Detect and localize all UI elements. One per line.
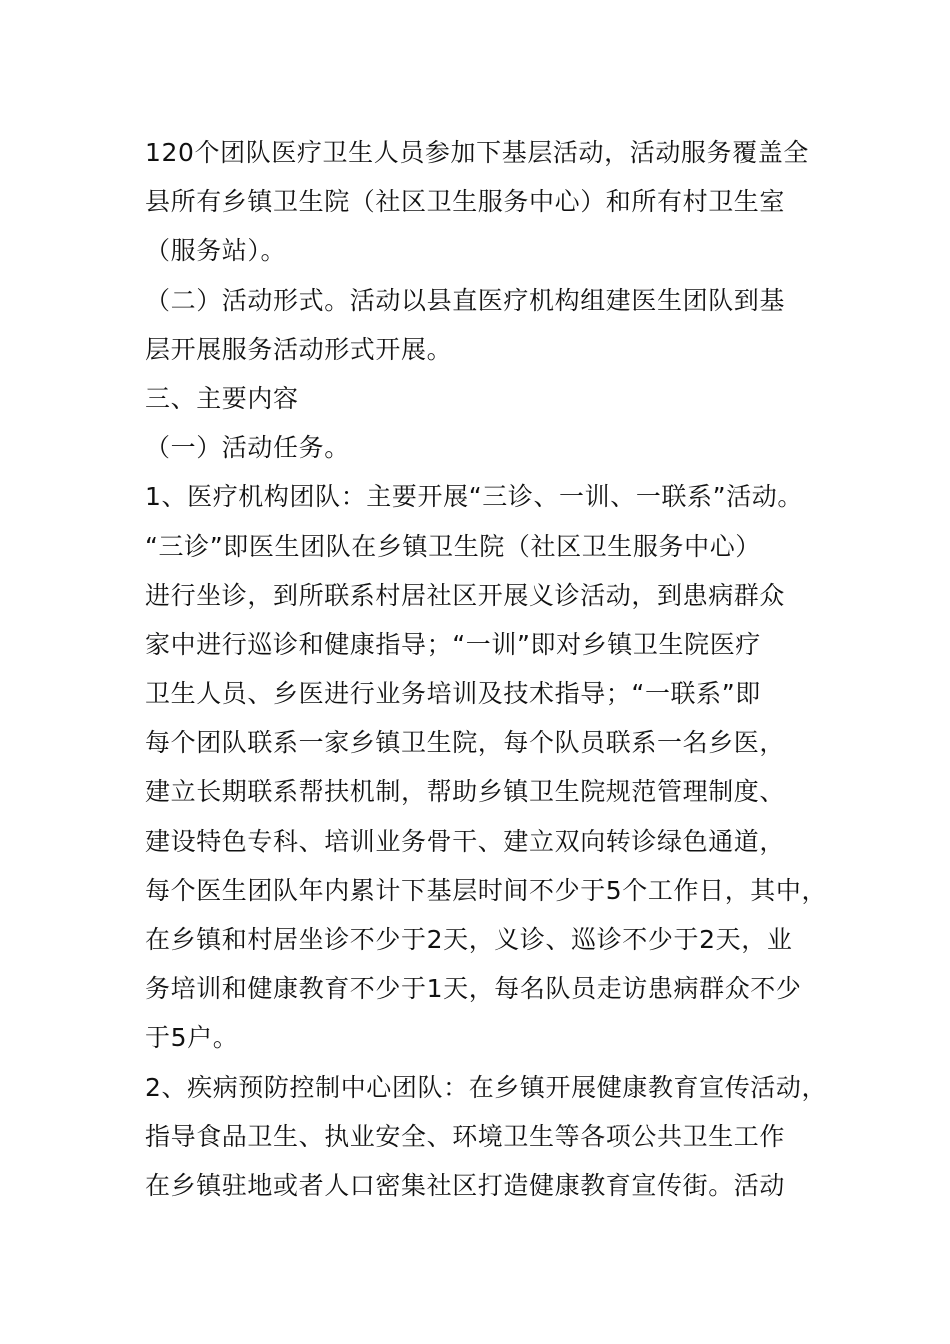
text-line: 每个团队联系一家乡镇卫生院，每个队员联系一名乡医， [145,728,786,758]
section-heading-activity-tasks: （一）活动任务。 [145,433,350,463]
section-heading-main-content: 三、主要内容 [145,383,299,413]
text-line: 层开展服务活动形式开展。 [145,334,453,364]
text-line: 于5户。 [145,1023,239,1053]
text-line: 县所有乡镇卫生院（社区卫生服务中心）和所有村卫生室 [145,187,786,217]
text-line: 120个团队医疗卫生人员参加下基层活动，活动服务覆盖全 [145,138,809,167]
text-line: 建立长期联系帮扶机制，帮助乡镇卫生院规范管理制度、 [145,777,786,807]
section-heading-activity-form: （二）活动形式。活动以县直医疗机构组建医生团队到基 [145,285,786,315]
text-line: 卫生人员、乡医进行业务培训及技术指导；“一联系”即 [145,679,761,709]
list-item-medical-team: 1、医疗机构团队：主要开展“三诊、一训、一联系”活动。 [145,482,804,512]
text-line: “三诊”即医生团队在乡镇卫生院（社区卫生服务中心） [145,531,761,561]
text-line: 务培训和健康教育不少于1天，每名队员走访患病群众不少 [145,974,802,1004]
text-line: 建设特色专科、培训业务骨干、建立双向转诊绿色通道， [145,826,786,856]
text-line: 进行坐诊，到所联系村居社区开展义诊活动，到患病群众 [145,580,786,610]
text-line: 指导食品卫生、执业安全、环境卫生等各项公共卫生工作 [145,1121,786,1151]
document-body [145,128,828,1210]
text-line: 家中进行巡诊和健康指导；“一训”即对乡镇卫生院医疗 [145,629,761,659]
text-line: 在乡镇和村居坐诊不少于2天，义诊、巡诊不少于2天，业 [145,925,793,954]
text-line: （服务站）。 [145,236,287,266]
text-line: 在乡镇驻地或者人口密集社区打造健康教育宣传街。活动 [145,1170,786,1200]
text-line: 每个医生团队年内累计下基层时间不少于5个工作日，其中， [145,875,828,905]
list-item-cdc-team: 2、疾病预防控制中心团队：在乡镇开展健康教育宣传活动， [145,1072,828,1102]
